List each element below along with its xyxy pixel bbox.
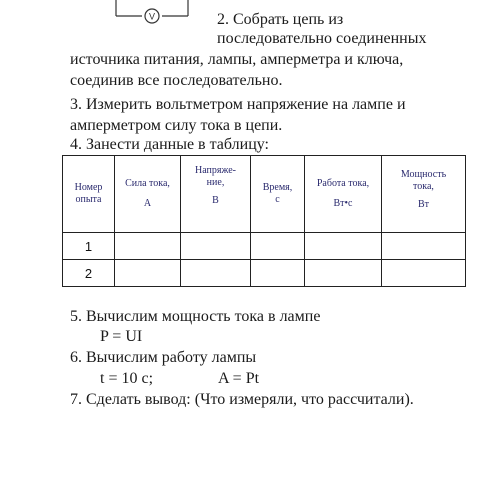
step3-line2: амперметром силу тока в цепи. <box>70 117 283 134</box>
header-current <box>115 156 181 233</box>
header-unit: Вт <box>417 199 430 210</box>
table-cell-empty <box>382 260 466 287</box>
table-row <box>63 233 466 260</box>
table-cell-empty <box>181 260 251 287</box>
row-number: 1 <box>63 233 115 260</box>
header-text: Сила тока, <box>125 178 170 189</box>
data-table <box>62 155 466 287</box>
header-unit: В <box>212 195 219 206</box>
table-header-row <box>63 156 466 233</box>
step2-line1: 2. Собрать цепь из <box>217 11 344 28</box>
header-unit: А <box>143 198 152 209</box>
header-text: опыта <box>75 194 102 205</box>
header-experiment-number <box>63 156 115 233</box>
header-text: тока, <box>413 181 434 192</box>
voltmeter-symbol: V <box>148 11 156 22</box>
header-text: Работа тока, <box>316 178 370 189</box>
header-text: ние, <box>206 177 225 188</box>
table-row <box>63 260 466 287</box>
step5-text: 5. Вычислим мощность тока в лампе <box>70 308 321 325</box>
step4-text: 4. Занести данные в таблицу: <box>70 136 269 153</box>
row-number: 2 <box>63 260 115 287</box>
header-work <box>305 156 382 233</box>
step6-text: 6. Вычислим работу лампы <box>70 349 257 366</box>
table-cell-empty <box>305 233 382 260</box>
header-power <box>382 156 466 233</box>
formula-work: A = Pt <box>218 370 260 387</box>
header-unit: с <box>275 194 280 205</box>
table-cell-empty <box>115 233 181 260</box>
table-cell-empty <box>382 233 466 260</box>
header-text: Мощность <box>400 169 447 180</box>
time-value: t = 10 с; <box>100 370 154 387</box>
step2-line4: соединив все последовательно. <box>70 72 283 89</box>
header-text: Номер <box>74 182 103 193</box>
header-text: Время, <box>262 182 293 193</box>
step2-line2: последовательно соединенных <box>217 30 427 47</box>
table-cell-empty <box>181 233 251 260</box>
header-time <box>251 156 305 233</box>
step7-text: 7. Сделать вывод: (Что измеряли, что рассчитали). <box>70 391 414 408</box>
table-cell-empty <box>305 260 382 287</box>
header-text: Напряже- <box>194 165 237 176</box>
table-cell-empty <box>251 233 305 260</box>
circuit-diagram-fragment <box>112 0 192 24</box>
header-voltage <box>181 156 251 233</box>
table-cell-empty <box>251 260 305 287</box>
header-unit: Вт•с <box>333 198 353 209</box>
table-cell-empty <box>115 260 181 287</box>
formula-power: P = UI <box>100 328 143 345</box>
step3-line1: 3. Измерить вольтметром напряжение на лампе и <box>70 96 406 113</box>
step2-line3: источника питания, лампы, амперметра и ключа, <box>70 51 404 68</box>
